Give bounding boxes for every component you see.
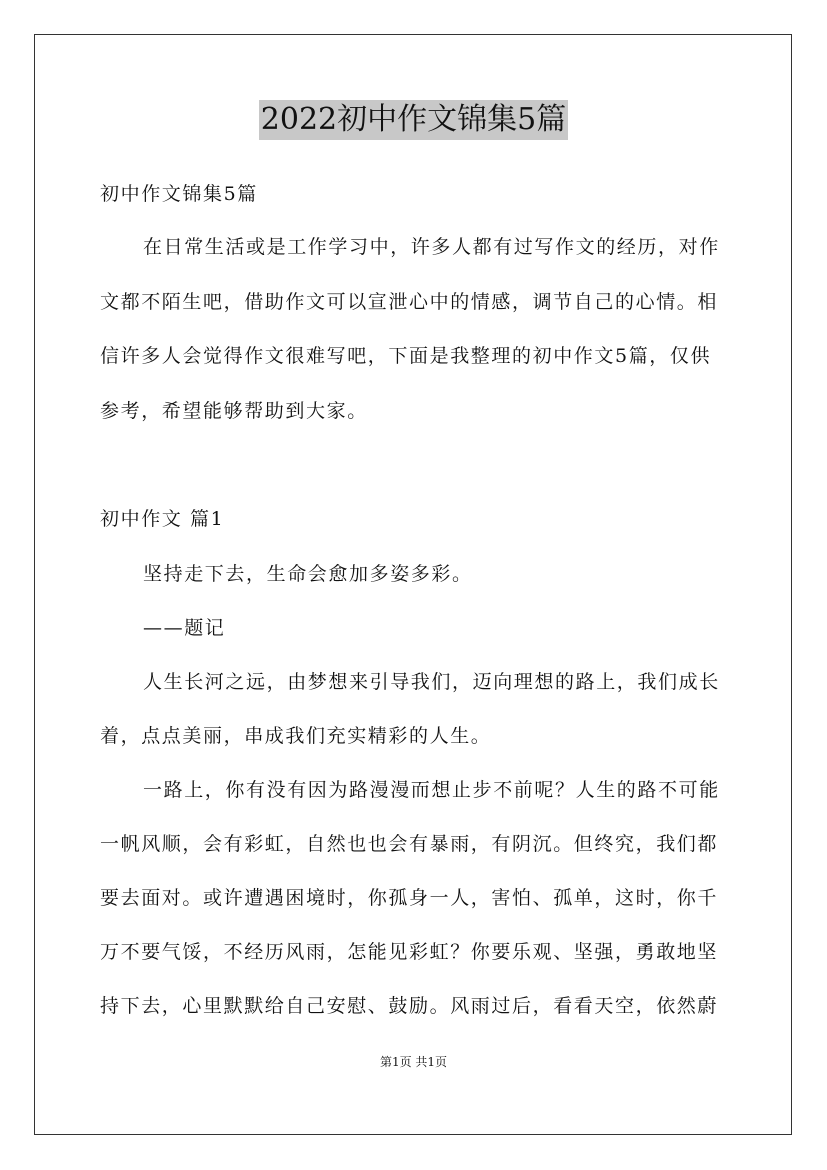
paragraph-line: 人生长河之远，由梦想来引导我们，迈向理想的路上，我们成长 — [143, 671, 720, 693]
intro-line: 在日常生活或是工作学习中，许多人都有过写作文的经历，对作 — [143, 236, 720, 258]
epigraph-source: ——题记 — [143, 617, 226, 639]
intro-line: 文都不陌生吧，借助作文可以宣泄心中的情感，调节自己的心情。相 — [100, 291, 719, 313]
intro-line: 信许多人会觉得作文很难写吧，下面是我整理的初中作文5篇，仅供 — [100, 345, 712, 367]
page-footer: 第1页 共1页 — [379, 1055, 448, 1069]
title-container — [0, 100, 827, 140]
paragraph-line: 要去面对。或许遭遇困境时，你孤身一人，害怕、孤单，这时，你千 — [100, 887, 719, 909]
intro-line: 参考，希望能够帮助到大家。 — [100, 400, 368, 422]
paragraph-line: 一帆风顺，会有彩虹，自然也也会有暴雨，有阴沉。但终究，我们都 — [100, 833, 719, 855]
epigraph: 坚持走下去，生命会愈加多姿多彩。 — [143, 563, 473, 585]
paragraph-line: 持下去，心里默默给自己安慰、鼓励。风雨过后，看看天空，依然蔚 — [100, 995, 719, 1017]
subtitle: 初中作文锦集5篇 — [100, 183, 258, 205]
section-heading: 初中作文 篇1 — [100, 508, 225, 530]
paragraph-line: 着，点点美丽，串成我们充实精彩的人生。 — [100, 725, 492, 747]
paragraph-line: 一路上，你有没有因为路漫漫而想止步不前呢？人生的路不可能 — [143, 779, 720, 801]
document-title: 2022初中作文锦集5篇 — [259, 100, 568, 140]
paragraph-line: 万不要气馁，不经历风雨，怎能见彩虹？你要乐观、坚强，勇敢地坚 — [100, 941, 719, 963]
